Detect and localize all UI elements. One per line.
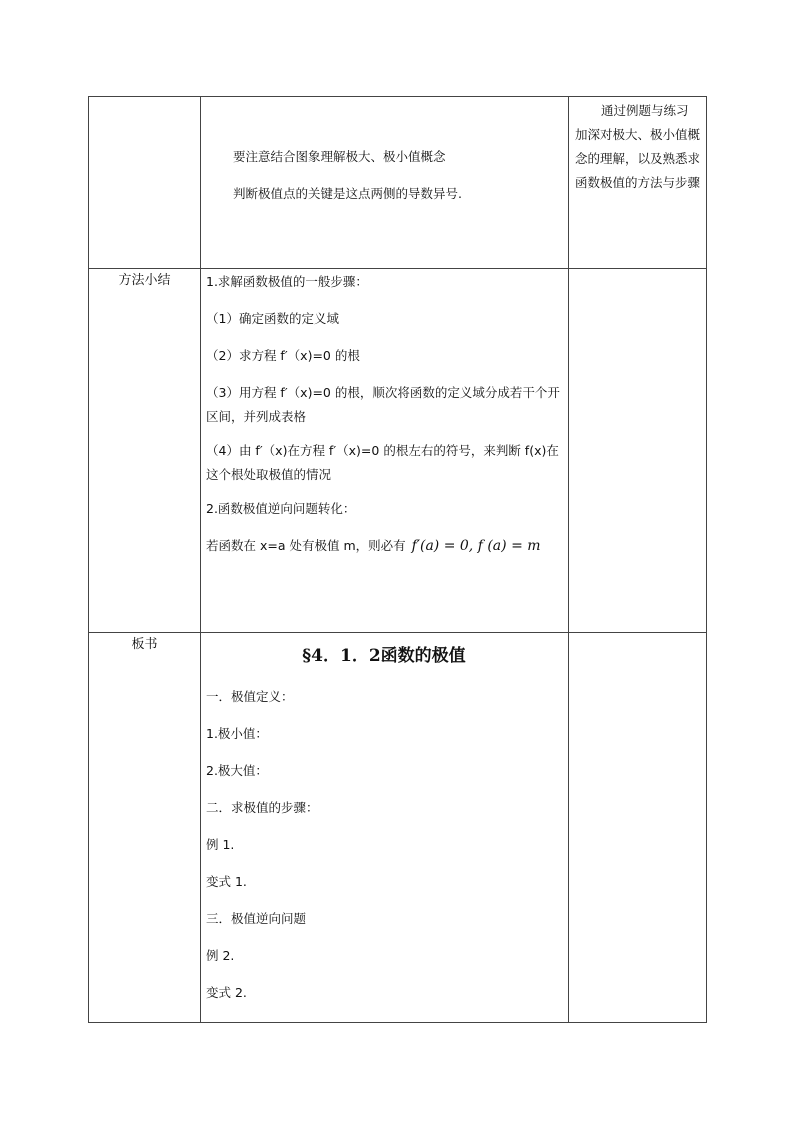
- summary-line: （3）用方程 f′（x)=0 的根，顺次将函数的定义域分成若干个开区间，并列成表格: [206, 385, 560, 424]
- row-concept-emphasis: [89, 97, 707, 269]
- emphasis-line-2: 判断极值点的关键是这点两侧的导数异号.: [233, 186, 462, 201]
- summary-line: （1）确定函数的定义域: [206, 311, 339, 326]
- reverse-problem-line: [206, 537, 562, 555]
- blackboard-line: 变式 1.: [206, 874, 247, 889]
- blackboard-line: 三．极值逆向问题: [206, 911, 307, 926]
- blackboard-line: 一．极值定义：: [206, 689, 294, 704]
- summary-line: 1.求解函数极值的一般步骤：: [206, 274, 368, 289]
- row1-content-cell: [201, 97, 569, 269]
- summary-line: 2.函数极值逆向问题转化：: [206, 501, 356, 516]
- emphasis-line-1: 要注意结合图象理解极大、极小值概念: [233, 149, 446, 164]
- blackboard-line: 例 2.: [206, 948, 235, 963]
- reverse-problem-text: 若函数在 x=a 处有极值 m，则必有: [206, 538, 406, 553]
- row-blackboard: [89, 633, 707, 1023]
- method-summary-label-cell: [89, 269, 201, 633]
- method-summary-content-cell: [201, 269, 569, 633]
- design-intent-note: 通过例题与练习加深对极大、极小值概念的理解，以及熟悉求函数极值的方法与步骤: [575, 103, 701, 190]
- method-summary-note-cell: [569, 269, 707, 633]
- blackboard-line: 例 1.: [206, 837, 235, 852]
- blackboard-label-cell: [89, 633, 201, 1023]
- blackboard-line: 变式 2.: [206, 985, 247, 1000]
- summary-line: （2）求方程 f′（x)=0 的根: [206, 348, 360, 363]
- summary-line: （4）由 f′（x)在方程 f′（x)=0 的根左右的符号，来判断 f(x)在这个根处取极值的情况: [206, 443, 559, 482]
- blackboard-line: 2.极大值：: [206, 763, 268, 778]
- lesson-plan-table: [88, 96, 707, 1023]
- blackboard-line: 1.极小值：: [206, 726, 268, 741]
- blackboard-title: §4．1．2函数的极值: [302, 646, 466, 666]
- blackboard-line: 二．求极值的步骤：: [206, 800, 319, 815]
- row1-note-cell: [569, 97, 707, 269]
- method-summary-label: 方法小结: [118, 273, 171, 288]
- row1-label-cell: [89, 97, 201, 269]
- extremum-formula: f′(a) = 0, f (a) = m: [411, 538, 541, 554]
- blackboard-note-cell: [569, 633, 707, 1023]
- blackboard-content-cell: [201, 633, 569, 1023]
- row-method-summary: [89, 269, 707, 633]
- blackboard-label: 板书: [131, 637, 158, 652]
